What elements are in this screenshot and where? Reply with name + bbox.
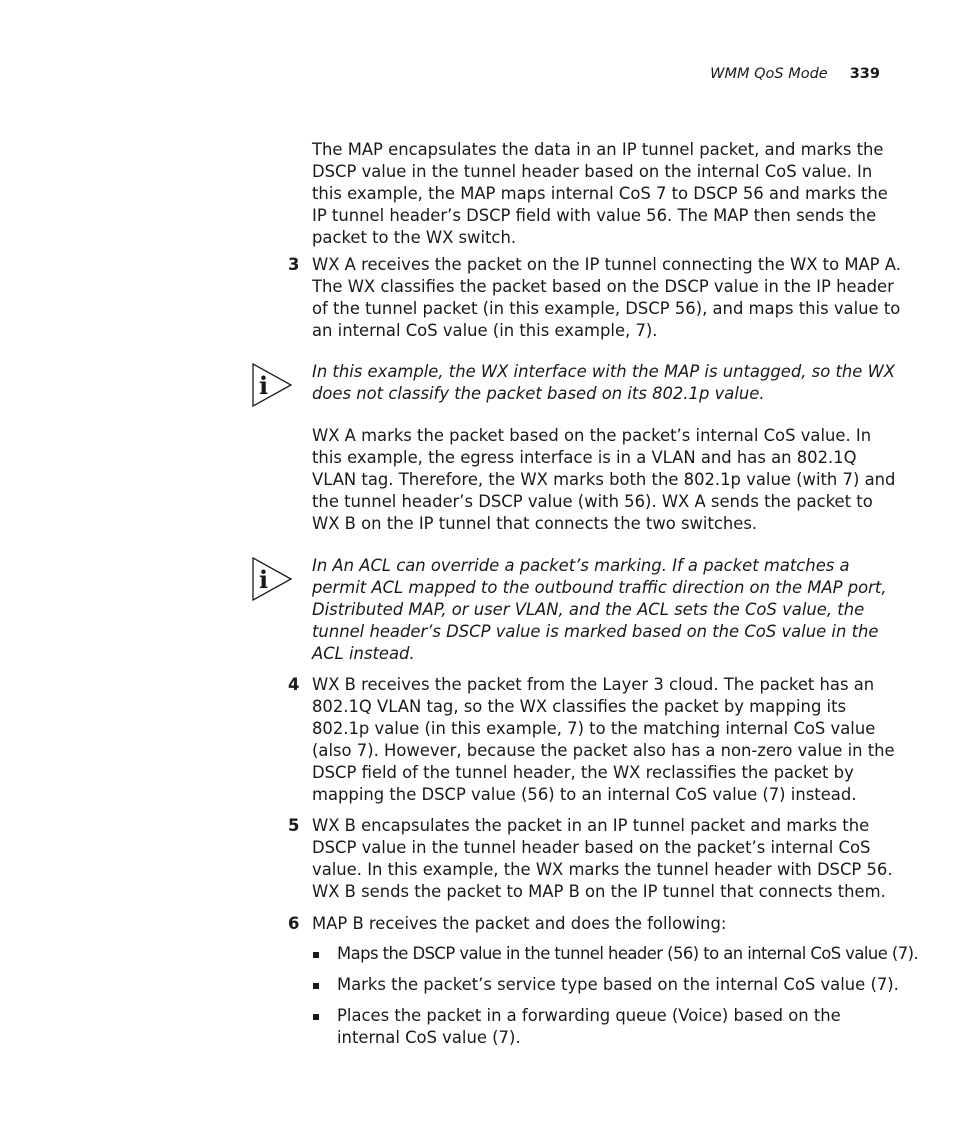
body-paragraph: WX A marks the packet based on the packet’s internal CoS value. In this example, the egress interface is in a VLAN and has an 802.1Q VLAN tag. Therefore, the WX marks both the 802.1p value (with 7) and the tunnel header’s DSCP value (with 56). WX A sends the packet to WX B on the IP tunnel that connects the two switches. — [312, 426, 896, 533]
running-header — [710, 66, 880, 82]
step-text: MAP B receives the packet and does the following: — [312, 914, 727, 933]
page-number: 339 — [849, 66, 880, 82]
bullet-marker — [313, 952, 319, 958]
bullet-item: Marks the packet’s service type based on the internal CoS value (7). — [337, 975, 899, 994]
step-text: WX A receives the packet on the IP tunnel connecting the WX to MAP A. The WX classifies the packet based on the DSCP value in the IP header of the tunnel packet (in this example, DSCP 56), and maps this value to an internal CoS value (in this example, 7). — [312, 255, 901, 340]
step-number: 3 — [288, 255, 300, 274]
bullet-item: Maps the DSCP value in the tunnel header (56) to an internal CoS value (7). — [337, 944, 919, 963]
info-arrow-icon — [251, 556, 293, 602]
svg-text:i: i — [259, 565, 269, 594]
section-title: WMM QoS Mode — [710, 66, 828, 82]
step-number: 5 — [288, 816, 300, 835]
step-text: WX B receives the packet from the Layer 3 cloud. The packet has an 802.1Q VLAN tag, so the WX classifies the packet by mapping its 802.1p value (in this example, 7) to the matching internal CoS value (also 7). However, because the packet also has a non-zero value in the DSCP field of the tunnel header, the WX reclassifies the packet by mapping the DSCP value (56) to an internal CoS value (7) instead. — [312, 675, 895, 804]
step-number: 6 — [288, 914, 300, 933]
step-number: 4 — [288, 675, 300, 694]
step-text: WX B encapsulates the packet in an IP tunnel packet and marks the DSCP value in the tunnel header based on the packet’s internal CoS value. In this example, the WX marks the tunnel header with DSCP 56. WX B sends the packet to MAP B on the IP tunnel that connects them. — [312, 816, 893, 901]
note-text: In An ACL can override a packet’s marking. If a packet matches a permit ACL mapped to the outbound traffic direction on the MAP port, Distributed MAP, or user VLAN, and the ACL sets the CoS value, the tunnel header’s DSCP value is marked based on the CoS value in the ACL instead. — [312, 556, 887, 663]
bullet-marker — [313, 1014, 319, 1020]
info-arrow-icon — [251, 362, 293, 408]
bullet-marker — [313, 983, 319, 989]
intro-paragraph: The MAP encapsulates the data in an IP tunnel packet, and marks the DSCP value in the tunnel header based on the internal CoS value. In this example, the MAP maps internal CoS 7 to DSCP 56 and marks the IP tunnel header’s DSCP field with value 56. The MAP then sends the packet to the WX switch. — [312, 140, 888, 247]
bullet-item: Places the packet in a forwarding queue (Voice) based on the internal CoS value (7). — [337, 1006, 841, 1047]
note-text: In this example, the WX interface with the MAP is untagged, so the WX does not classify the packet based on its 802.1p value. — [312, 362, 896, 403]
svg-text:i: i — [259, 371, 269, 400]
